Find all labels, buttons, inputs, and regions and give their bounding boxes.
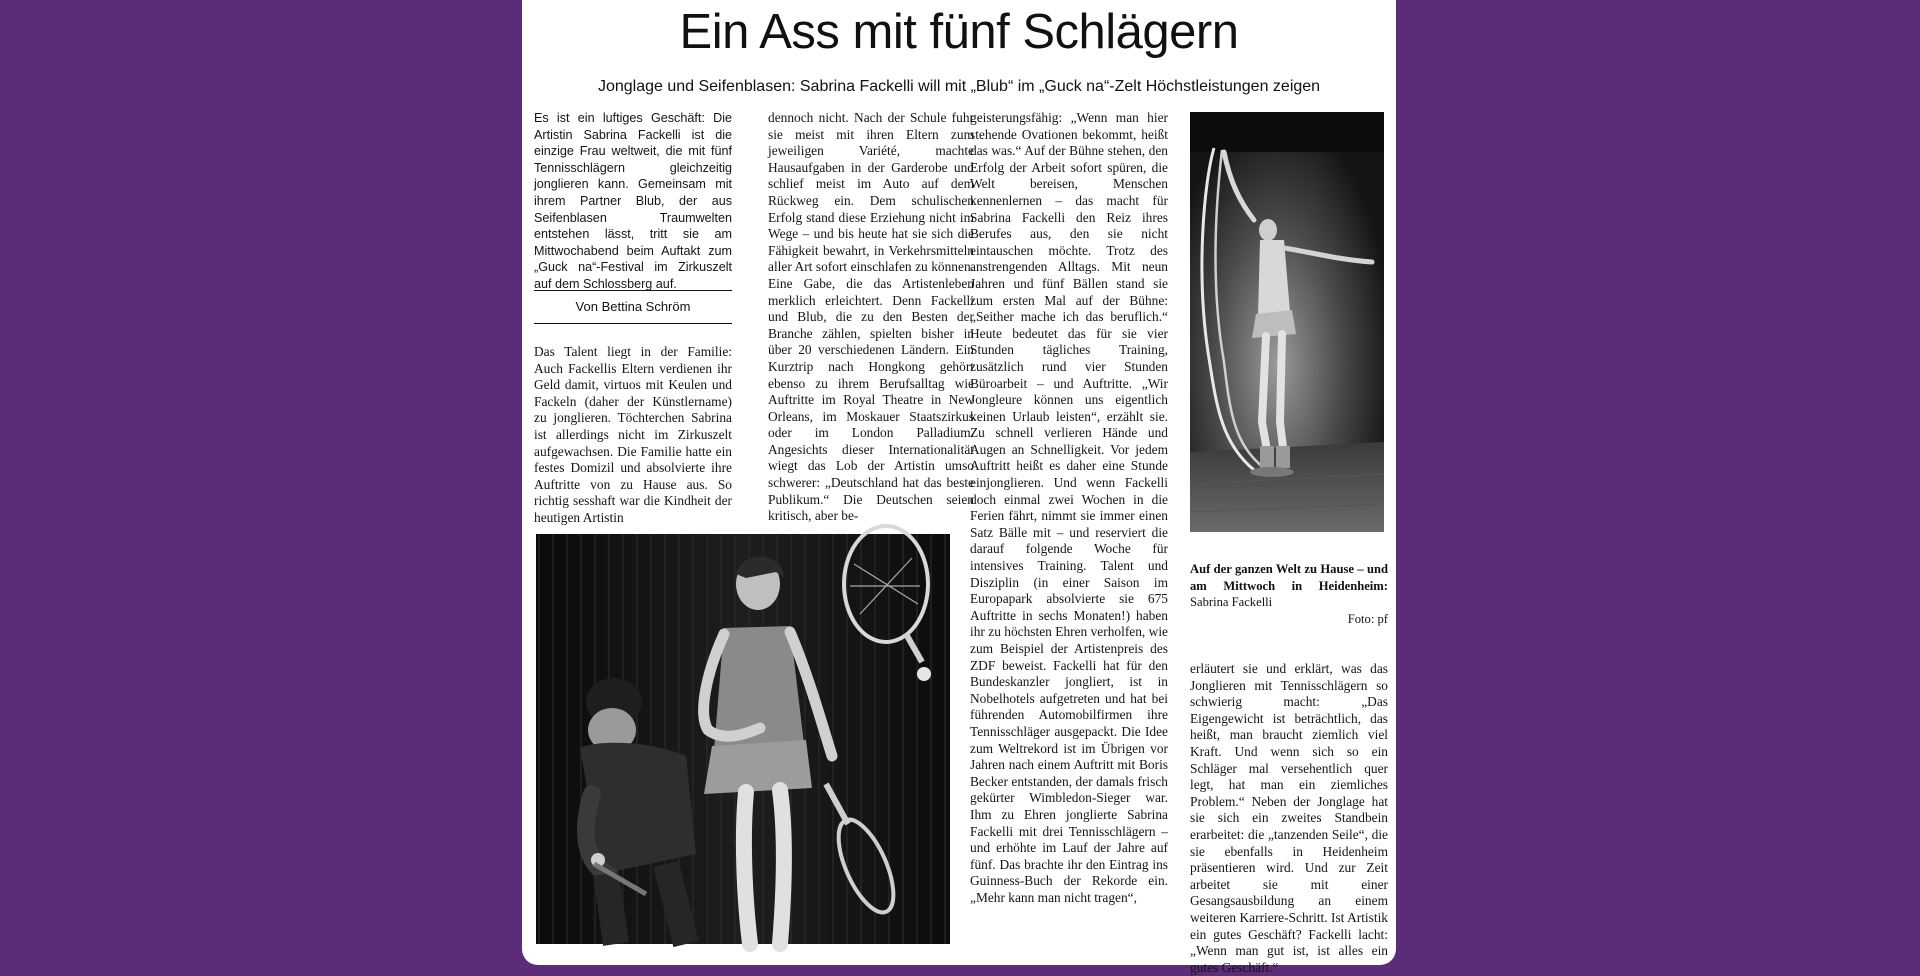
juggling-performance-image [536,534,950,944]
column-2-text: dennoch nicht. Nach der Schule fuhr sie meist mit ihren Eltern zum jeweiligen Variété, machte Hausaufgaben in der Garderobe und schlief meist im Auto auf dem Rückweg ein. Dem schulischen Erfolg stand diese Erziehung nicht im Wege – und bis heute hat sie sich die Fähigkeit bewahrt, in Verkehrsmitteln aller Art sofort einschlafen zu können. Eine Gabe, die das Artistenleben merklich erleichtert. Denn Fackelli und Blub, die zu den Besten der Branche zählen, spielten bisher in über 20 verschiedenen Ländern. Ein Kurztrip nach Hongkong gehört ebenso zu ihrem Berufsalltag wie Auftritte im Royal Theatre in New Orleans, im Moskauer Staatszirkus oder im London Palladium. Angesichts dieser Internationalität wiegt das Lob der Artistin umso schwerer: „Deutschland hat das beste Publikum.“ Die Deutschen seien kritisch, aber be- [768,110,974,524]
byline: Von Bettina Schröm [575,299,691,314]
column-4-text: erläutert sie und erklärt, was das Jonglieren mit Tennisschlägern so schwierig macht: „Das Eigengewicht ist beträchtlich, das heißt, man braucht ziemlich viel Kraft. Und wenn sich so ein Schläger mal versehentlich quer legt, hat man ein ziemliches Problem.“ Neben der Jonglage hat sie sich ein zweites Standbein erarbeitet: die „tanzenden Seile“, die sie ebenfalls in Heidenheim präsentieren wird. Und zur Zeit arbeitet sie mit einer Gesangsausbildung an einem weiteren Karriere-Schritt. Ist Artistik ein gutes Geschäft? Fackelli lacht: „Wenn man gut ist, ist alles ein gutes Geschäft.“ [1190,661,1388,975]
byline-box [534,290,732,324]
caption-bold-text: Auf der ganzen Welt zu Hause – und am Mittwoch in Heidenheim: [1190,562,1388,593]
article-subheadline: Jonglage und Seifenblasen: Sabrina Fackelli will mit „Blub“ im „Guck na“-Zelt Höchstleistungen zeigen [597,78,1321,95]
column-3-text: geisterungsfähig: „Wenn man hier stehende Ovationen bekommt, heißt das was.“ Auf der Bühne stehen, den Erfolg der Arbeit sofort spüren, die Welt bereisen, Menschen kennenlernen – das macht für Sabrina Fackelli den Reiz ihres Berufes aus, den sie nicht eintauschen möchte. Trotz des anstrengenden Alltags. Mit neun Jahren und fünf Bällen stand sie zum ersten Mal auf der Bühne: „Seither mache ich das beruflich.“ Heute bedeutet das für sie vier Stunden tägliches Training, zusätzlich rund vier Stunden Büroarbeit – und Auftritte. „Wir Jongleure können uns eigentlich keinen Urlaub leisten“, erzählt sie. Zu schnell verlieren Hände und Augen an Schnelligkeit. Vor jedem Auftritt heißt es daher eine Stunde einjonglieren. Und wenn Fackelli doch einmal zwei Wochen in die Ferien fährt, nimmt sie immer einen Satz Bälle mit – und reserviert die darauf folgende Woche für intensives Training. Talent und Disziplin (in einer Saison im Europapark absolvierte sie 675 Auftritte in sechs Monaten!) haben ihr zu höchsten Ehren verholfen, wie zum Beispiel der Artistenpreis des ZDF beweist. Fackelli hat für den Bundeskanzler jongliert, ist in Nobelhotels aufgetreten und hat bei führenden Automobilfirmen ihre Tennisschläger ausgepackt. Die Idee zum Weltrekord ist im Übrigen vor Jahren nach einem Auftritt mit Boris Becker entstanden, der damals frisch gekürter Wimbledon-Sieger war. Ihm zu Ehren jonglierte Sabrina Fackelli mit drei Tennisschlägern – und erhöhte im Lauf der Jahre auf fünf. Das brachte ihr den Eintrag ins Guinness-Buch der Rekorde ein. „Mehr kann man nicht tragen“, [970,110,1168,905]
juggling-performance-photo [536,534,950,944]
article-lead: Es ist ein luftiges Geschäft: Die Artistin Sabrina Fackelli ist die einzige Frau weltweit, die mit fünf Tennisschlägern gleichzeitig jonglieren kann. Gemeinsam mit ihrem Partner Blub, der aus Seifenblasen Traumwelten entstehen lässt, tritt sie am Mittwochabend beim Auftakt zum „Guck na“-Festival im Zirkuszelt auf dem Schlossberg auf. [534,111,732,291]
caption-text: Sabrina Fackelli [1190,595,1273,610]
article-headline: Ein Ass mit fünf Schlägern [679,5,1239,59]
column-1-text: Das Talent liegt in der Familie: Auch Fackellis Eltern verdienen ihr Geld damit, virtuos mit Keulen und Fackeln (daher der Künstlername) zu jonglieren. Töchterchen Sabrina ist allerdings nicht im Zirkuszelt aufgewachsen. Die Familie hatte ein festes Domizil und absolvierte ihre Auftritte von zu Hause aus. So richtig sesshaft war die Kindheit der heutigen Artistin [534,344,732,525]
performer-rope-image [1190,112,1384,532]
newspaper-clipping [522,0,1396,975]
photo-caption [1190,561,1388,627]
performer-rope-photo [1190,112,1384,532]
photo-credit: Foto: pf [1347,611,1388,626]
